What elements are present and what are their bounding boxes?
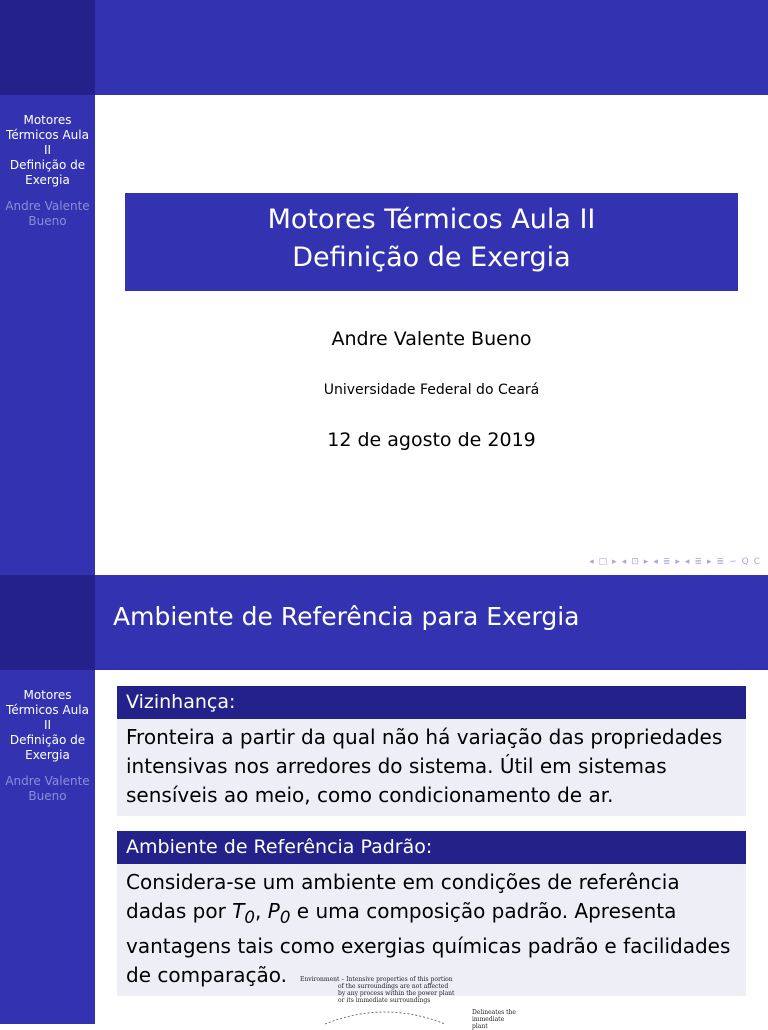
sidebar-title-line: Exergia — [25, 748, 70, 762]
block-heading: Ambiente de Referência Padrão: — [117, 831, 746, 864]
sidebar-title-line: Motores — [23, 688, 72, 702]
sidebar-title-line: II — [43, 718, 52, 732]
p0-symbol — [267, 899, 291, 927]
sidebar-corner — [0, 0, 95, 95]
sidebar-corner — [0, 575, 95, 670]
nav-prev-section-icon[interactable]: ◂ — [684, 557, 690, 567]
symbol-subscript: 0 — [244, 908, 256, 927]
sidebar-presentation-title[interactable] — [0, 688, 95, 763]
sidebar-title-line: Definição de — [9, 733, 86, 747]
nav-section-icon[interactable]: ≣ — [694, 557, 702, 567]
caption-line: of the surroundings are not affected — [338, 983, 449, 990]
nav-search-icon[interactable]: Q — [741, 557, 749, 567]
sidebar-title-line: II — [43, 143, 52, 157]
sidebar-author[interactable] — [0, 774, 95, 804]
nav-document-icon[interactable]: ≣ — [716, 557, 725, 567]
body-text: Considera-se um ambiente em condições de referência dadas por — [126, 870, 680, 923]
sidebar-title-line: Definição de — [9, 158, 86, 172]
caption-line: Environment – Intensive properties of this portion — [300, 976, 453, 983]
caption-line: or its immediate surroundings — [338, 997, 431, 1004]
block-vizinhanca — [117, 686, 746, 816]
symbol-base: P — [267, 899, 280, 923]
block-body: Fronteira a partir da qual não há variação das propriedades intensivas nos arredores do sistema. Útil em sistemas sensíveis ao meio, como condicionamento de ar. — [117, 719, 746, 816]
body-text: e uma composição padrão. Apresenta vantagens tais como exergias químicas padrão e facilidades de comparação. — [126, 899, 731, 987]
side-label-line: Delineates the — [472, 1009, 516, 1016]
author-name: Andre Valente Bueno — [331, 328, 532, 350]
sidebar-title-line: Motores — [23, 113, 72, 127]
nav-slide-icon[interactable]: □ — [598, 557, 608, 567]
content-slide — [0, 575, 768, 1030]
nav-next-subsection-icon[interactable]: ▸ — [675, 557, 680, 567]
sidebar-title-line: Exergia — [25, 173, 70, 187]
institute-name: Universidade Federal do Ceará — [323, 382, 540, 398]
symbol-subscript: 0 — [279, 908, 291, 927]
nav-prev-slide-icon[interactable]: ◂ — [589, 557, 594, 567]
sidebar — [0, 670, 95, 1024]
diagram-boundary — [290, 972, 520, 1024]
nav-prev-frame-icon[interactable]: ◂ — [621, 557, 627, 567]
nav-next-slide-icon[interactable]: ▸ — [612, 557, 617, 567]
nav-prev-subsection-icon[interactable]: ◂ — [653, 557, 658, 567]
nav-next-section-icon[interactable]: ▸ — [706, 557, 712, 567]
sidebar-presentation-title[interactable] — [0, 113, 95, 188]
presentation-date: 12 de agosto de 2019 — [327, 429, 536, 451]
nav-forward-icon[interactable]: C — [753, 557, 760, 567]
sidebar — [0, 95, 95, 575]
header-bar — [95, 0, 768, 95]
sidebar-title-line: Térmicos Aula — [6, 128, 89, 142]
t0-symbol — [232, 899, 256, 927]
symbol-base: T — [232, 899, 245, 923]
nav-next-frame-icon[interactable]: ▸ — [643, 557, 649, 567]
separator: , — [255, 899, 268, 923]
navigation-bar — [589, 557, 760, 567]
nav-back-icon[interactable]: ∽ — [729, 557, 737, 567]
nav-frame-icon[interactable]: ⊡ — [631, 557, 639, 567]
frame-title: Ambiente de Referência para Exergia — [113, 602, 580, 631]
environment-diagram — [290, 972, 520, 1030]
header-bar — [95, 575, 768, 670]
sidebar-author-line: Andre Valente — [5, 199, 90, 213]
sidebar-title-line: Térmicos Aula — [6, 703, 89, 717]
presentation-title: Motores Térmicos Aula II — [267, 204, 596, 235]
caption-line: by any process within the power plant — [338, 990, 455, 997]
sidebar-author-line: Bueno — [28, 214, 67, 228]
title-box — [125, 193, 738, 291]
nav-subsection-icon[interactable]: ≣ — [662, 557, 671, 567]
sidebar-author-line: Bueno — [28, 789, 67, 803]
presentation-subtitle: Definição de Exergia — [292, 242, 571, 273]
sidebar-author-line: Andre Valente — [5, 774, 90, 788]
block-heading: Vizinhança: — [117, 686, 746, 719]
side-label-line: immediate plant — [472, 1016, 505, 1030]
sidebar-author[interactable] — [0, 199, 95, 229]
